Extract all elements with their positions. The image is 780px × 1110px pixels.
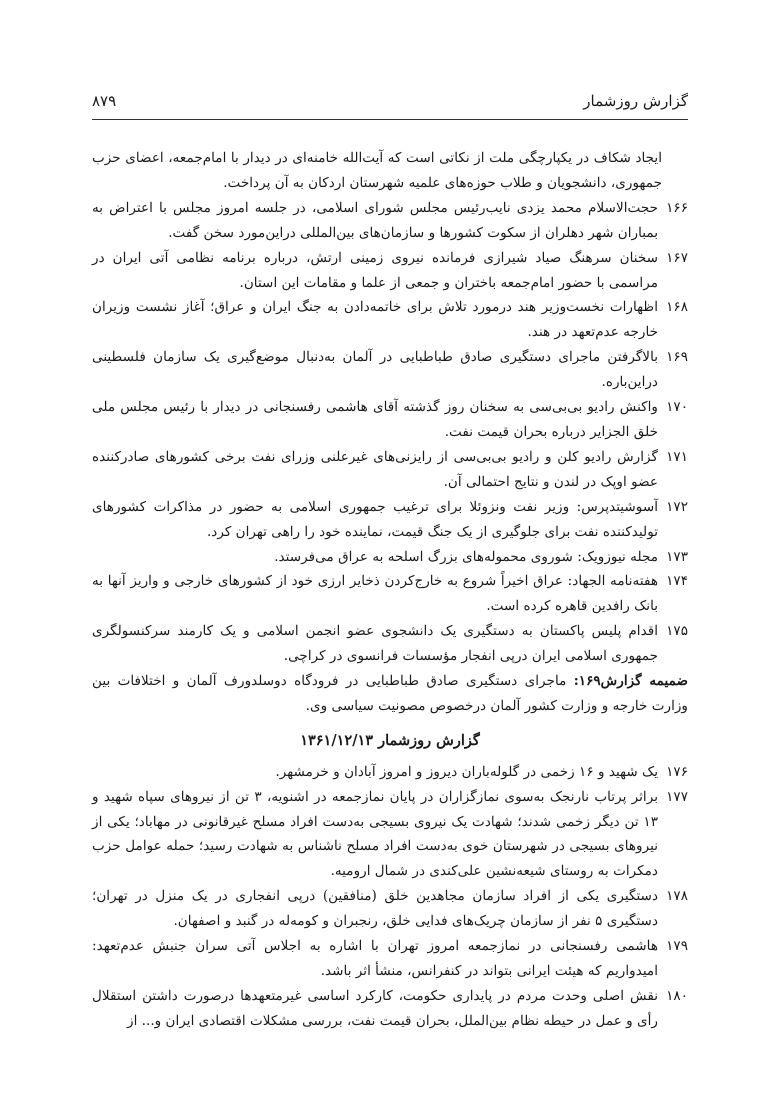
entry-text: هفته‌نامه الجهاد: عراق اخیراً شروع به خارج‌کردن ذخایر ارزی خود از کشورهای خارجی و واریز آنها به بانک رافدین قاهره کرده است.	[92, 573, 658, 615]
list-item	[92, 246, 688, 296]
list-item	[92, 395, 688, 445]
entry-number: ۱۷۳	[666, 548, 688, 565]
entry-number: ۱۶۶	[666, 199, 688, 216]
entry-number: ۱۶۹	[666, 349, 688, 366]
list-item	[92, 984, 688, 1034]
section-title: گزارش روزشمار ۱۳۶۱/۱۲/۱۳	[300, 731, 480, 749]
entry-number: ۱۷۴	[666, 573, 688, 590]
entry-text: حجت‌الاسلام محمد یزدی نایب‌رئیس مجلس شورای اسلامی، در جلسه امروز مجلس با اعتراض به بمباران شهر دهلران از سکوت کشورها و سازمان‌های بین‌المللی دراین‌مورد سخن گفت.	[92, 199, 658, 241]
list-item	[92, 495, 688, 545]
page-body	[92, 146, 688, 1034]
list-item	[92, 934, 688, 984]
entries-list-a	[92, 196, 688, 669]
entry-number: ۱۷۱	[666, 448, 688, 465]
entry-text: واکنش رادیو بی‌بی‌سی به سخنان روز گذشته آقای هاشمی رفسنجانی در دیدار با رئیس مجلس ملی خلق الجزایر درباره بحران قیمت نفت.	[92, 399, 658, 440]
entry-number: ۱۷۰	[666, 399, 688, 416]
intro-paragraph: ایجاد شکاف در یکپارچگی ملت از نکاتی است که آیت‌الله خامنه‌ای در دیدار با امام‌جمعه، اعضای حزب جمهوری، دانشجویان و طلاب حوزه‌های علمیه شهرستان اردکان به آن پرداخت.	[92, 150, 662, 191]
entry-text: گزارش رادیو کلن و رادیو بی‌بی‌سی از رایزنی‌های غیرعلنی وزرای نفت برخی کشورهای صادرکننده عضو اوپک در لندن و نتایج احتمالی آن.	[92, 448, 658, 490]
list-item	[92, 445, 688, 495]
header-divider	[92, 119, 688, 120]
entry-number: ۱۷۶	[666, 763, 688, 780]
entry-number: ۱۷۲	[666, 498, 688, 515]
entry-number: ۱۷۹	[666, 938, 688, 955]
entries-list-b	[92, 760, 688, 1034]
entry-number: ۱۷۷	[666, 788, 688, 805]
appendix-text: ماجرای دستگیری صادق طباطبایی در فرودگاه دوسلدورف آلمان و اختلافات بین وزارت خارجه و وزارت کشور آلمان درخصوص مصونیت سیاسی وی.	[92, 673, 688, 714]
entry-text: نقش اصلی وحدت مردم در پایداری حکومت، کارکرد اساسی غیرمتعهدها درصورت داشتن استقلال رأی و عمل در حیطه نظام بین‌الملل، بحران قیمت نفت، بررسی مشکلات اقتصادی ایران و... از	[92, 987, 658, 1029]
list-item	[92, 295, 688, 345]
entry-text: اقدام پلیس پاکستان به دستگیری یک دانشجوی عضو انجمن اسلامی و یک کارمند سرکنسولگری جمهوری اسلامی ایران درپی انفجار مؤسسات فرانسوی در کراچی.	[92, 623, 658, 665]
entry-text: براثر پرتاب نارنجک به‌سوی نمازگزاران در پایان نمازجمعه در اشنویه، ۳ تن از نیروهای سپاه شهید و ۱۳ تن دیگر زخمی شدند؛ شهادت یک نیروی بسیجی به‌دست افراد مسلح غیرقانونی در مهاباد؛ یکی از نیروهای بسیجی در شهرستان خوی به‌دست افراد مسلح ناشناس به شهادت رسید؛ حمله عوامل حزب دمکرات به روستای شیعه‌نشین علی‌کندی در شمال ارومیه.	[92, 788, 658, 880]
entry-text: اظهارات نخست‌وزیر هند درمورد تلاش برای خاتمه‌دادن به جنگ ایران و عراق؛ آغاز نشست وزیران خارجه عدم‌تعهد در هند.	[92, 299, 658, 341]
list-item	[92, 884, 688, 934]
list-item	[92, 196, 688, 246]
entry-text: بالاگرفتن ماجرای دستگیری صادق طباطبایی در آلمان به‌دنبال موضع‌گیری یک سازمان فلسطینی دراین‌باره.	[92, 349, 658, 391]
running-title: گزارش روزشمار	[583, 92, 688, 110]
entry-number: ۱۶۷	[666, 249, 688, 266]
list-item	[92, 545, 688, 570]
appendix-label: ضمیمه گزارش۱۶۹:	[573, 673, 688, 690]
page-number: ۸۷۹	[92, 92, 117, 110]
entry-text: سخنان سرهنگ صیاد شیرازی فرمانده نیروی زمینی ارتش، درباره برنامه نظامی آتی ایران در مراسمی با حضور امام‌جمعه باختران و جمعی از علما و مقامات این استان.	[92, 249, 658, 291]
entry-number: ۱۷۵	[666, 623, 688, 640]
list-item	[92, 569, 688, 619]
list-item	[92, 785, 688, 885]
list-item	[92, 345, 688, 395]
entry-text: آسوشیتدپرس: وزیر نفت ونزوئلا برای ترغیب جمهوری اسلامی به حضور در مذاکرات کشورهای تولیدکننده نفت برای جلوگیری از یک جنگ قیمت، نماینده خود را راهی تهران کرد.	[92, 498, 658, 540]
entry-number: ۱۶۸	[666, 299, 688, 316]
entry-number: ۱۷۸	[666, 888, 688, 905]
list-item	[92, 619, 688, 669]
appendix-note	[92, 669, 688, 719]
entry-text: هاشمی رفسنجانی در نمازجمعه امروز تهران با اشاره به اجلاس آتی سران جنبش عدم‌تعهد: امیدواریم که هیئت ایرانی بتواند در کنفرانس، منشأ اثر باشد.	[92, 938, 658, 979]
page-header	[92, 92, 688, 110]
entry-text: دستگیری یکی از افراد سازمان مجاهدین خلق (منافقین) درپی انفجاری در یک منزل در تهران؛ دستگیری ۵ نفر از سازمان چریک‌های فدایی خلق، رنجبران و کومه‌له در گنبد و اصفهان.	[92, 888, 658, 930]
entry-text: یک شهید و ۱۶ زخمی در گلوله‌باران دیروز و امروز آبادان و خرمشهر.	[275, 763, 658, 780]
entry-text: مجله نیوزویک: شوروی محموله‌های بزرگ اسلحه به عراق می‌فرستد.	[274, 548, 658, 565]
list-item	[92, 760, 688, 785]
entry-number: ۱۸۰	[666, 987, 688, 1004]
